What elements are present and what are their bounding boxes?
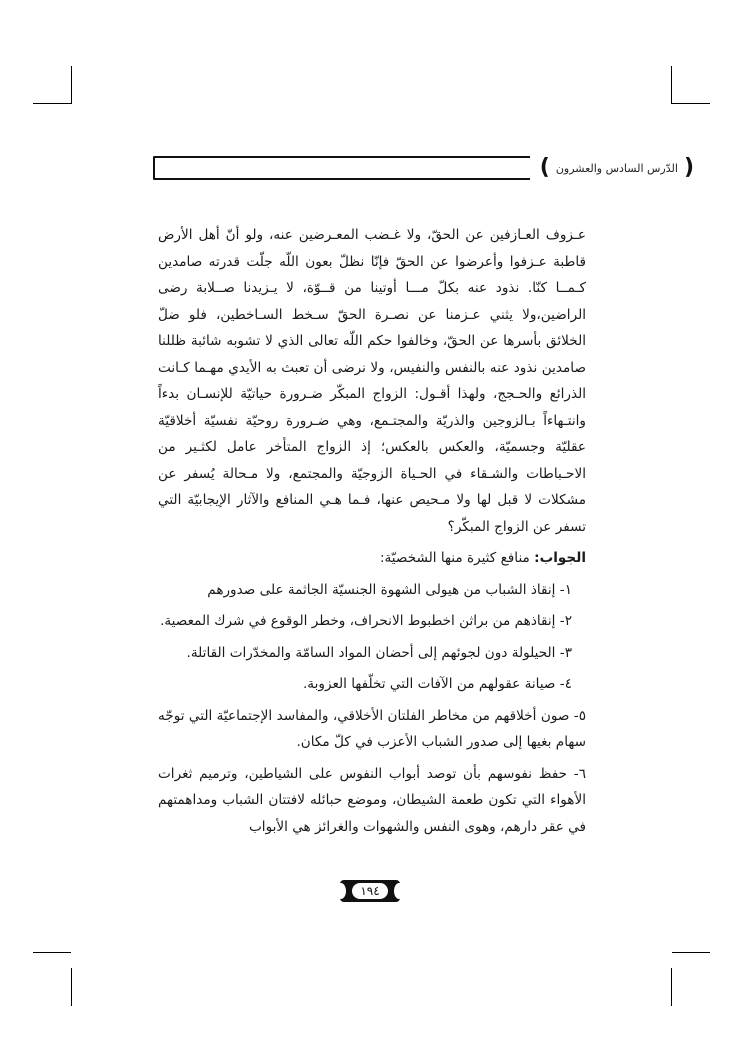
bracket-ornament-icon: ) bbox=[539, 155, 550, 180]
crop-mark bbox=[672, 952, 710, 953]
answer-line bbox=[158, 545, 586, 572]
bracket-ornament-icon: ( bbox=[683, 155, 694, 180]
list-item: ٤- صيانة عقولهم من الآفات التي تخلّفها العزوبة. bbox=[302, 676, 572, 692]
list-item: ٣- الحيلولة دون لجوئهم إلى أحضان المواد السامّة والمخدّرات القاتلة. bbox=[186, 644, 572, 661]
crop-mark bbox=[672, 103, 710, 104]
body-paragraph: عـزوف العـازفين عن الحقّ، ولا غـضب المعـرضين عنه، ولو أنّ أهل الأرض قاطبة عـزفوا وأعرضوا عن الحقّ فإنّا نظلّ بعون اللّه جلّت قدرته صامدين كـمــا كنّا. نذود عنه بكلّ مـــا أوتينا من قــوّة، لا يـزيدنا صــلابة رضى الراضين،ولا يثني عـزمنا عن نصـرة الحقّ سـخط السـاخطين، فلو ضلّ الخلائق بأسرها عن الحقّ، وخالفوا حكم اللّه تعالى الذي لا تشوبه شائبة ظللنا صامدين نذود عنه بالنفس والنفيس، ولا نرضى أن تعبث به الأيدي مهـما كـانت الذرائع والحـجج، ولهذا أقـول: الزواج المبكّر ضـرورة حياتيّة للإنسـان بدءاً وانتـهاءاً بـالزوجين والذريّة والمجتـمع، وهي ضـرورة روحيّة نفسيّة أخلاقيّة عقليّة وجسميّة، والعكس بالعكس؛ إذ الزواج المتأخر عامل لكثـير من الاحـباطات والشـقاء في الحـياة الزوجيّة والمجتمع، ولا مـحالة يُسفر عن مشكلات لا قبل لها ولا مـحيص عنها، فـما هـي المنافع والآثار الإيجابيّة التي تسفر عن الزواج المبكّر؟ bbox=[158, 227, 586, 535]
crop-mark bbox=[71, 968, 72, 1006]
list-item: ٥- صون أخلاقهم من مخاطر الفلتان الأخلاقي، والمفاسد الإجتماعيّة التي توجّه سهام بغيها إلى صدور الشباب الأعزب في كلّ مكان. bbox=[158, 707, 586, 750]
page-body bbox=[158, 222, 586, 872]
crop-mark bbox=[671, 968, 672, 1006]
running-header bbox=[530, 154, 704, 182]
crop-mark bbox=[33, 103, 71, 104]
crop-mark bbox=[33, 952, 71, 953]
running-header-frame bbox=[153, 156, 582, 180]
page-number-badge bbox=[340, 880, 400, 902]
answer-intro: منافع كثيرة منها الشخصيّة: bbox=[379, 550, 535, 566]
chapter-title: الدّرس السادس والعشرون bbox=[555, 161, 678, 175]
answer-label: الجواب: bbox=[534, 550, 586, 566]
list-item: ١- إنقاذ الشباب من هيولى الشهوة الجنسيّة الجاثمة على صدورهم bbox=[207, 581, 572, 598]
crop-mark bbox=[671, 66, 672, 104]
list-item: ٦- حفظ نفوسهم بأن توصد أبواب النفوس على الشياطين، وترميم ثغرات الأهواء التي تكون طعمة الشيطان، وموضع حبائله لافتتان الشباب ومداهمتهم في عقر دارهم، وهوى النفس والشهوات والغرائز هي الأبواب bbox=[158, 765, 586, 835]
list-item: ٢- إنقاذهم من براثن اخطبوط الانحراف، وخطر الوقوع في شرك المعصية. bbox=[160, 613, 572, 629]
crop-mark bbox=[71, 66, 72, 104]
page-number: ١٩٤ bbox=[352, 883, 387, 899]
